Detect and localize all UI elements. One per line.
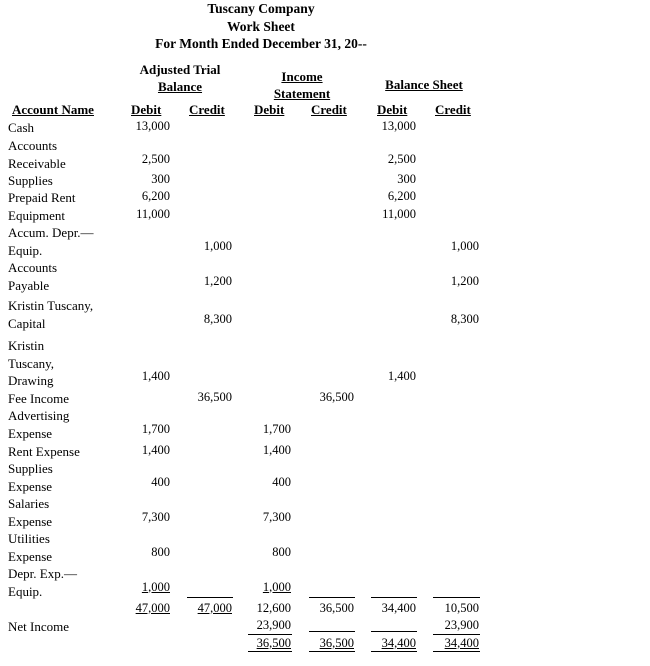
- double-rule-bs-credit: [433, 651, 480, 652]
- company-name: Tuscany Company: [207, 1, 315, 16]
- account-name-row-8: [8, 337, 118, 390]
- account-name-line: Expense: [8, 513, 53, 529]
- group-income-statement: [248, 68, 356, 102]
- account-name-line: Expense: [8, 478, 53, 494]
- account-name-line: Tuscany,: [8, 355, 54, 371]
- account-name-line: Cash: [8, 120, 34, 135]
- account-name-line: Accum. Depr.—: [8, 225, 94, 240]
- account-name-line: Capital: [8, 315, 46, 331]
- account-name-row-9: [8, 390, 118, 408]
- account-name-row-10: [8, 407, 118, 442]
- amount-tb-credit: 1,200: [203, 273, 232, 288]
- account-name-row-3: [8, 189, 118, 207]
- amount-tb-debit: 2,500: [141, 151, 170, 166]
- amount-tb-credit: 1,000: [203, 238, 232, 253]
- account-name-line: Salaries: [8, 496, 50, 511]
- account-name-row-15: [8, 565, 118, 600]
- amount-is-debit: 800: [272, 544, 291, 559]
- account-name-line: Receivable: [8, 155, 66, 171]
- account-name-line: Expense: [8, 548, 53, 564]
- account-name-line: Drawing: [8, 373, 54, 388]
- account-name-row-11: [8, 443, 118, 461]
- account-name-line: Payable: [8, 277, 50, 293]
- net-income-bs-credit: 23,900: [444, 618, 479, 632]
- period-label: For Month Ended December 31, 20--: [155, 36, 367, 51]
- account-name-row-1: [8, 137, 118, 172]
- amount-bs-credit: 1,000: [450, 238, 479, 253]
- amount-tb-debit: 300: [151, 172, 170, 186]
- account-name-row-12: [8, 460, 118, 495]
- amount-tb-debit: 7,300: [141, 509, 170, 524]
- amount-tb-debit: 1,700: [141, 421, 170, 436]
- amount-is-debit: 1,400: [262, 443, 291, 457]
- rule-final-is-debit-top: [248, 634, 292, 635]
- amount-is-debit: 1,700: [262, 421, 291, 436]
- total-is-debit: 12,600: [256, 601, 291, 615]
- group-balance-sheet-label: Balance Sheet: [385, 77, 463, 92]
- account-name-line: Supplies: [8, 461, 53, 476]
- account-name-line: Rent Expense: [8, 444, 80, 459]
- amount-tb-debit: 6,200: [141, 189, 170, 203]
- amount-is-debit: 7,300: [262, 509, 291, 524]
- account-name-row-0: [8, 119, 118, 137]
- account-name-row-14: [8, 530, 118, 565]
- account-name-line: Advertising: [8, 408, 70, 423]
- group-income-line1: Income: [281, 69, 323, 84]
- rule-bs-debit: [371, 597, 417, 598]
- amount-bs-debit: 1,400: [387, 369, 416, 383]
- account-name-line: Accounts: [8, 260, 58, 275]
- rule-net-bs-debit: [371, 631, 417, 632]
- net-income-label: Net Income: [8, 619, 70, 634]
- double-rule-bs-debit: [371, 651, 417, 652]
- amount-bs-debit: 2,500: [387, 151, 416, 166]
- account-name-line: Equipment: [8, 208, 66, 223]
- col-is-debit: Debit: [254, 102, 285, 117]
- col-tb-debit: Debit: [131, 102, 162, 117]
- worksheet-title: Work Sheet: [227, 19, 295, 34]
- net-income-is-debit: 23,900: [256, 618, 291, 632]
- account-name-line: Fee Income: [8, 391, 70, 406]
- total-is-credit: 36,500: [319, 601, 354, 615]
- final-is-debit: 36,500: [256, 636, 291, 650]
- col-account-name: Account Name: [12, 102, 94, 117]
- rule-bs-credit: [433, 597, 480, 598]
- account-name-line: Accounts: [8, 138, 58, 153]
- amount-bs-debit: 11,000: [382, 207, 416, 221]
- account-name-line: Equip.: [8, 583, 43, 599]
- total-tb-debit: 47,000: [135, 601, 170, 615]
- amount-tb-credit: 8,300: [203, 311, 232, 326]
- account-name-row-7: [8, 297, 118, 332]
- group-adjusted-trial-balance: [120, 61, 240, 95]
- rule-final-bs-credit-top: [433, 634, 480, 635]
- account-name-line: Kristin: [8, 338, 45, 353]
- amount-is-debit: 400: [272, 474, 291, 489]
- rule-tb-credit: [187, 597, 233, 598]
- double-rule-is-credit: [309, 651, 355, 652]
- amount-tb-debit: 13,000: [135, 119, 170, 133]
- final-bs-debit: 34,400: [381, 636, 416, 650]
- amount-is-debit: 1,000: [262, 579, 291, 594]
- amount-tb-credit: 36,500: [197, 390, 232, 404]
- col-is-credit: Credit: [311, 102, 347, 117]
- account-name-line: Expense: [8, 425, 53, 441]
- rule-is-credit: [309, 597, 355, 598]
- account-name-line: Prepaid Rent: [8, 190, 76, 205]
- rule-net-is-credit: [309, 631, 355, 632]
- col-tb-credit: Credit: [189, 102, 225, 117]
- amount-bs-debit: 13,000: [381, 119, 416, 133]
- amount-is-credit: 36,500: [319, 390, 354, 404]
- amount-bs-credit: 1,200: [450, 273, 479, 288]
- account-name-line: Supplies: [8, 173, 53, 188]
- amount-bs-debit: 6,200: [387, 189, 416, 203]
- amount-tb-debit: 800: [151, 544, 170, 559]
- amount-bs-debit: 300: [397, 172, 416, 186]
- amount-tb-debit: 1,400: [141, 443, 170, 457]
- account-name-line: Kristin Tuscany,: [8, 298, 94, 313]
- group-balance-sheet: [368, 76, 480, 93]
- group-trial-line1: Adjusted Trial: [139, 62, 221, 77]
- final-is-credit: 36,500: [319, 636, 354, 650]
- total-bs-credit: 10,500: [444, 601, 479, 615]
- account-name-row-6: [8, 259, 118, 294]
- account-name-row-5: [8, 224, 118, 259]
- total-bs-debit: 34,400: [381, 601, 416, 615]
- total-tb-credit: 47,000: [197, 601, 232, 615]
- final-bs-credit: 34,400: [444, 636, 479, 650]
- account-name-row-13: [8, 495, 118, 530]
- amount-tb-debit: 1,400: [141, 369, 170, 383]
- group-income-line2: Statement: [273, 86, 331, 101]
- amount-tb-debit: 400: [151, 474, 170, 489]
- account-name-row-4: [8, 207, 118, 225]
- col-bs-debit: Debit: [377, 102, 408, 117]
- double-rule-is-debit: [248, 651, 292, 652]
- account-name-line: Depr. Exp.—: [8, 566, 77, 581]
- amount-bs-credit: 8,300: [450, 311, 479, 326]
- group-trial-line2: Balance: [157, 79, 203, 94]
- account-name-line: Utilities: [8, 531, 50, 546]
- amount-tb-debit: 11,000: [136, 207, 170, 221]
- account-name-line: Equip.: [8, 242, 43, 258]
- amount-tb-debit: 1,000: [141, 579, 170, 594]
- col-bs-credit: Credit: [435, 102, 471, 117]
- account-name-row-2: [8, 172, 118, 190]
